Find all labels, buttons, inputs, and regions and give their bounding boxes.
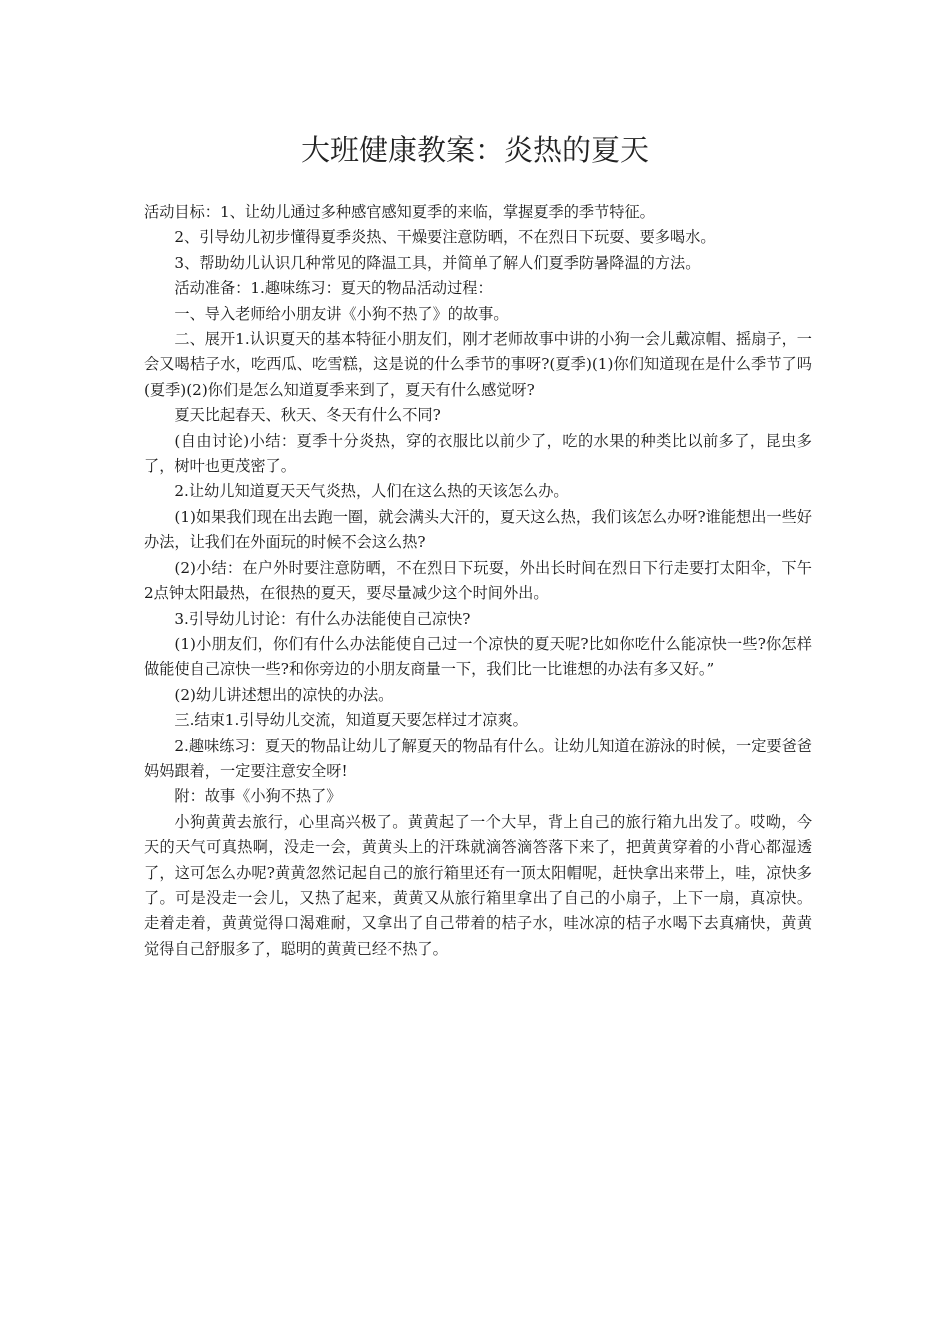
- paragraph-goal-2: 2、引导幼儿初步懂得夏季炎热、干燥要注意防晒，不在烈日下玩耍、要多喝水。: [174, 228, 716, 247]
- document-title: 大班健康教案：炎热的夏天: [300, 133, 649, 167]
- paragraph-appendix-title: 附：故事《小狗不热了》: [174, 787, 342, 806]
- paragraph-activity-prep: 活动准备：1.趣味练习：夏天的物品活动过程：: [174, 279, 493, 298]
- paragraph-conclusion: 三.结束1.引导幼儿交流，知道夏天要怎样过才凉爽。: [174, 711, 528, 730]
- paragraph-step-3-2: (2)幼儿讲述想出的凉快的办法。: [174, 685, 394, 704]
- paragraph-summary-1: (自由讨论)小结：夏季十分炎热，穿的衣服比以前少了，吃的水果的种类比以前多了，昆虫多了，树叶也更茂密了。: [144, 431, 812, 476]
- paragraph-intro: 一、导入老师给小朋友讲《小狗不热了》的故事。: [174, 304, 509, 323]
- paragraph-fun-practice: 2.趣味练习：夏天的物品让幼儿了解夏天的物品有什么。让幼儿知道在游泳的时候，一定要爸爸妈妈跟着，一定要注意安全呀!: [144, 736, 812, 780]
- paragraph-step-3-1: (1)小朋友们，你们有什么办法能使自己过一个凉快的夏天呢?比如你吃什么能凉快一些?你怎样做能使自己凉快一些?和你旁边的小朋友商量一下，我们比一比谁想的办法有多又好。”: [144, 634, 812, 679]
- paragraph-expand: 二、展开1.认识夏天的基本特征小朋友们，刚才老师故事中讲的小狗一会儿戴凉帽、摇扇子，一会又喝桔子水，吃西瓜、吃雪糕，这是说的什么季节的事呀?(夏季)(1)你们知道现在是什么季节了吗(夏季)(2)你们是怎么知道夏季来到了，夏天有什么感觉呀?: [144, 330, 812, 399]
- paragraph-step-2-1: (1)如果我们现在出去跑一圈，就会满头大汗的，夏天这么热，我们该怎么办呀?谁能想出一些好办法，让我们在外面玩的时候不会这么热?: [144, 507, 812, 552]
- paragraph-compare-seasons: 夏天比起春天、秋天、冬天有什么不同?: [174, 406, 441, 425]
- paragraph-step-2: 2.让幼儿知道夏天天气炎热，人们在这么热的天该怎么办。: [174, 482, 569, 501]
- paragraph-goal-3: 3、帮助幼儿认识几种常见的降温工具，并简单了解人们夏季防暑降温的方法。: [174, 253, 701, 272]
- paragraph-story: 小狗黄黄去旅行，心里高兴极了。黄黄起了一个大早，背上自己的旅行箱九出发了。哎呦，今天的天气可真热啊，没走一会，黄黄头上的汗珠就滴答滴答落下来了，把黄黄穿着的小背心都湿透了，这可怎么办呢?黄黄忽然记起自己的旅行箱里还有一顶太阳帽呢，赶快拿出来带上，哇，凉快多了。可是没走一会儿，又热了起来，黄黄又从旅行箱里拿出了自己的小扇子，上下一扇，真凉快。走着走着，黄黄觉得口渴难耐，又拿出了自己带着的桔子水，哇冰凉的桔子水喝下去真痛快，黄黄觉得自己舒服多了，聪明的黄黄已经不热了。: [144, 812, 812, 958]
- paragraph-activity-goals: 活动目标：1、让幼儿通过多种感官感知夏季的来临，掌握夏季的季节特征。: [144, 203, 655, 221]
- paragraph-step-3: 3.引导幼儿讨论：有什么办法能使自己凉快?: [174, 609, 471, 628]
- paragraph-step-2-2: (2)小结：在户外时要注意防晒，不在烈日下玩耍，外出长时间在烈日下行走要打太阳伞，下午2点钟太阳最热，在很热的夏天，要尽量减少这个时间外出。: [144, 558, 812, 603]
- document-body: [144, 200, 812, 962]
